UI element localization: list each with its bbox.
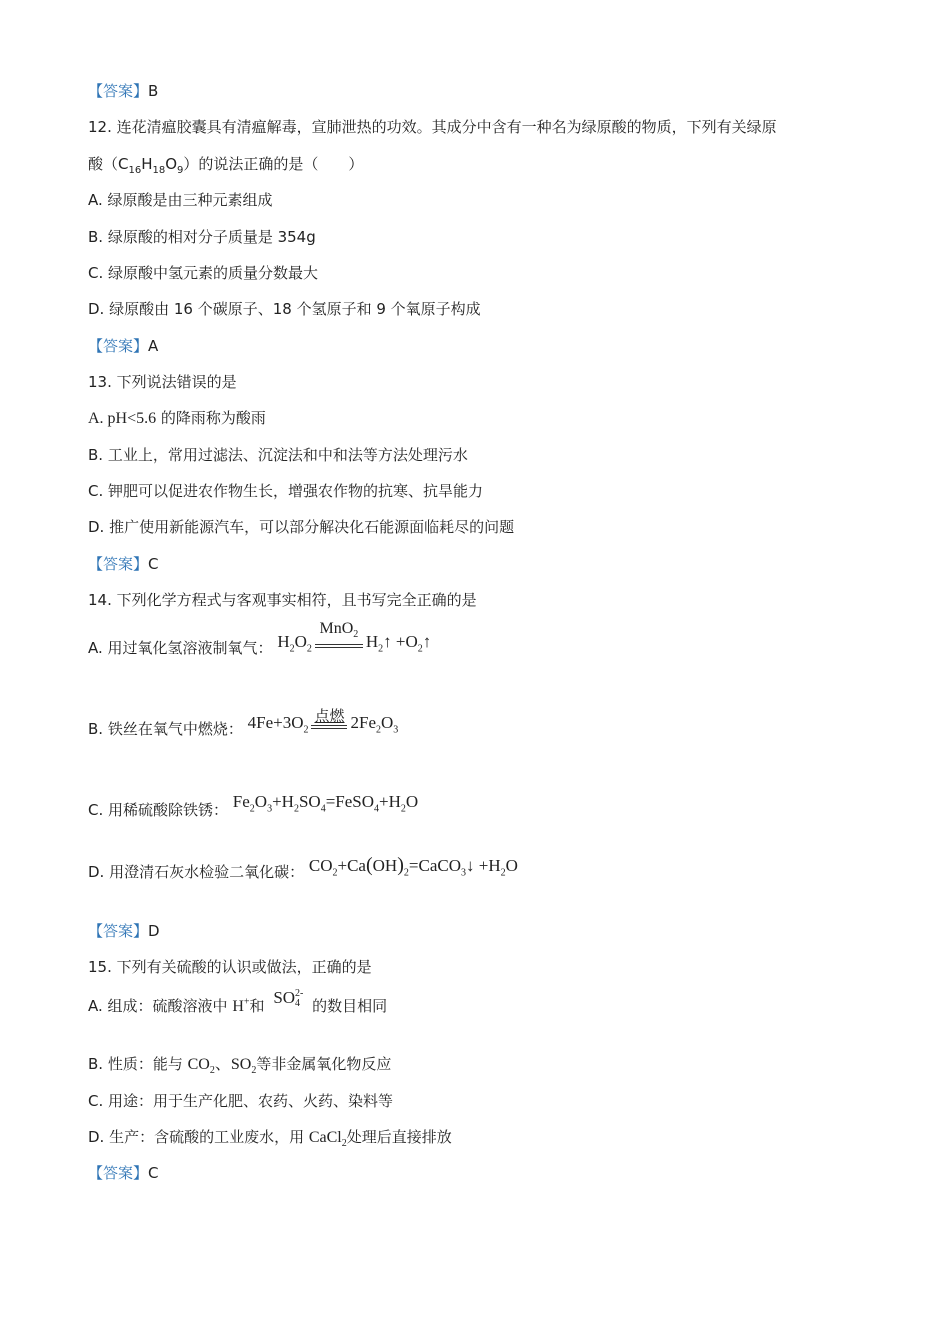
answer-12 (88, 336, 158, 356)
q14-option-a (88, 620, 432, 660)
q12-option-d: D. 绿原酸由 16 个碳原子、18 个氢原子和 9 个氧原子构成 (88, 300, 481, 318)
q13-option-c: C. 钾肥可以促进农作物生长，增强农作物的抗寒、抗旱能力 (88, 482, 484, 500)
answer-value: B (148, 82, 159, 100)
catalyst-label: MnO$_2$ (319, 620, 359, 641)
q12-option-b: B. 绿原酸的相对分子质量是 354g (88, 228, 316, 246)
hydrogen-ion: H+ (232, 996, 250, 1015)
q14-option-b (88, 707, 399, 741)
answer-value: C (148, 1164, 159, 1182)
q12-stem-suffix: ）的说法正确的是（ ） (183, 155, 364, 173)
q13-option-a-text: 的降雨称为酸雨 (156, 409, 266, 427)
q15-option-b (88, 1054, 391, 1081)
answer-value: A (148, 337, 159, 355)
equation-b: $4Fe+3O_2$ 点燃 $2Fe_2O_3$ (247, 707, 399, 735)
answer-13 (88, 554, 159, 574)
equation-d: $CO_2+Ca(OH)_2=CaCO_3↓ +H_2O$ (308, 854, 518, 879)
q12-option-a: A. 绿原酸是由三种元素组成 (88, 191, 273, 209)
q14-option-b-text: B. 铁丝在氧气中燃烧： (88, 720, 243, 738)
q15-stem: 15. 下列有关硫酸的认识或做法，正确的是 (88, 958, 372, 976)
q15-option-d (88, 1127, 452, 1154)
q15-option-c: C. 用途：用于生产化肥、农药、火药、染料等 (88, 1092, 394, 1110)
q13-option-d: D. 推广使用新能源汽车，可以部分解决化石能源面临耗尽的问题 (88, 518, 515, 536)
answer-label: 【答案】 (88, 337, 149, 355)
q15-option-b-prefix: B. 性质：能与 (88, 1055, 188, 1073)
formula-cacl2: CaCl$_2$ (308, 1129, 347, 1150)
formula-sub: 18 (152, 165, 166, 176)
q14-stem: 14. 下列化学方程式与客观事实相符，且书写完全正确的是 (88, 591, 477, 609)
condition-label: 点燃 (314, 707, 345, 725)
q15-option-d-suffix: 处理后直接排放 (346, 1128, 452, 1146)
q13-stem: 13. 下列说法错误的是 (88, 373, 237, 391)
q15-option-a-prefix: A. 组成：硫酸溶液中 (88, 997, 233, 1015)
answer-label: 【答案】 (88, 82, 149, 100)
q14-option-c-text: C. 用稀硫酸除铁锈： (88, 801, 229, 819)
answer-value: C (148, 555, 159, 573)
formula-element: O (165, 155, 178, 173)
q14-option-c (88, 791, 419, 822)
answer-label: 【答案】 (88, 922, 149, 940)
answer-value: D (148, 922, 160, 940)
q13-option-b: B. 工业上，常用过滤法、沉淀法和中和法等方法处理污水 (88, 446, 468, 464)
q12-option-c: C. 绿原酸中氢元素的质量分数最大 (88, 264, 319, 282)
formula-sub: 16 (128, 165, 142, 176)
answer-11 (88, 81, 158, 101)
formula-sub: 9 (177, 165, 184, 176)
formula-co2-so2: $CO_2$、$SO_2$ (187, 1056, 257, 1077)
q12-stem-line1: 12. 连花清瘟胶囊具有清瘟解毒，宣肺泄热的功效。其成分中含有一种名为绿原酸的物质，下列有关绿原 (88, 118, 777, 136)
q15-option-a (88, 988, 388, 1017)
equation-a: $H_2O_2$ MnO$_2$ $H_2↑$ $+O_2↑$ (277, 620, 432, 655)
q12-stem-line2 (88, 154, 363, 181)
q13-option-a (88, 408, 266, 429)
q14-option-d (88, 854, 518, 884)
reaction-condition (311, 707, 347, 735)
q14-option-a-text: A. 用过氧化氢溶液制氧气： (88, 639, 273, 658)
formula-element: H (141, 155, 153, 173)
q15-option-b-suffix: 等非金属氧化物反应 (256, 1055, 392, 1073)
answer-label: 【答案】 (88, 1164, 149, 1182)
q15-option-d-prefix: D. 生产：含硫酸的工业废水，用 (88, 1128, 309, 1146)
q14-option-d-text: D. 用澄清石灰水检验二氧化碳： (88, 863, 305, 882)
answer-15 (88, 1163, 159, 1183)
answer-label: 【答案】 (88, 555, 149, 573)
q13-option-a-ph: A. pH<5.6 (88, 410, 157, 427)
sulfate-ion: SO 2- 4 (273, 988, 304, 1010)
equation-c: $Fe_2O_3+H_2SO_4=FeSO_4+H_2O$ (232, 791, 419, 814)
q15-option-a-suffix: 的数目相同 (312, 997, 388, 1015)
q12-stem-prefix: 酸（C (88, 155, 129, 173)
answer-14 (88, 921, 160, 941)
reaction-condition (315, 620, 363, 654)
q15-option-a-and: 和 (249, 997, 265, 1015)
